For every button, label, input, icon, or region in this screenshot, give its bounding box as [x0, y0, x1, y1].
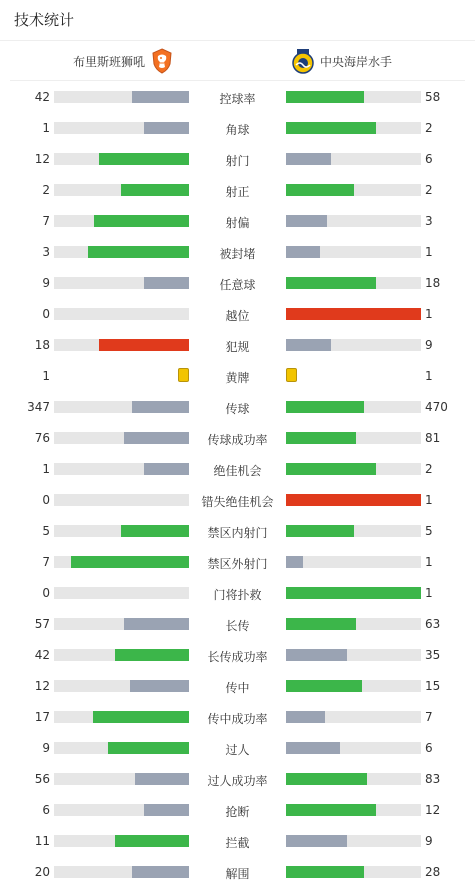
stat-label: 错失绝佳机会 [201, 495, 274, 509]
stat-label: 传中 [225, 681, 250, 695]
home-bar-fill [121, 525, 189, 537]
home-bar-track [54, 804, 189, 816]
away-bar-track [286, 711, 421, 723]
stat-label: 解围 [225, 867, 250, 881]
stat-label: 过人成功率 [207, 774, 268, 788]
stat-row [0, 763, 475, 794]
stat-label: 控球率 [219, 92, 256, 106]
away-team-name: 中央海岸水手 [320, 54, 393, 69]
home-value: 0 [42, 586, 50, 600]
home-bar-track [54, 91, 189, 103]
stat-label: 过人 [225, 743, 250, 757]
home-bar-fill [93, 711, 189, 723]
home-bar-fill [144, 277, 189, 289]
away-value: 470 [425, 400, 448, 414]
stat-row [0, 732, 475, 763]
home-bar-track [54, 711, 189, 723]
home-value: 347 [27, 400, 50, 414]
yellow-card-icon [286, 368, 297, 382]
home-value: 5 [42, 524, 50, 538]
stat-row [0, 205, 475, 236]
stat-label: 禁区内射门 [207, 526, 268, 540]
away-value: 1 [425, 307, 433, 321]
home-bar-track [54, 184, 189, 196]
home-value: 0 [42, 493, 50, 507]
away-bar-fill [286, 711, 325, 723]
away-bar-track [286, 866, 421, 878]
home-value: 7 [42, 555, 50, 569]
away-value: 12 [425, 803, 441, 817]
home-bar-track [54, 494, 189, 506]
home-value: 42 [34, 648, 50, 662]
home-bar-track [54, 525, 189, 537]
away-bar-fill [286, 91, 364, 103]
away-value: 9 [425, 834, 433, 848]
home-value: 9 [42, 741, 50, 755]
away-bar-fill [286, 773, 367, 785]
stat-label: 射偏 [225, 216, 250, 230]
away-bar-track [286, 680, 421, 692]
stat-row [0, 143, 475, 174]
home-bar-fill [144, 804, 189, 816]
away-bar-track [286, 556, 421, 568]
stat-label: 被封堵 [219, 247, 256, 261]
away-bar-fill [286, 866, 364, 878]
away-value: 6 [425, 741, 433, 755]
stat-label: 越位 [225, 309, 250, 323]
home-bar-track [54, 122, 189, 134]
home-bar-fill [121, 184, 189, 196]
away-value: 3 [425, 214, 433, 228]
stat-row [0, 267, 475, 298]
home-value: 3 [42, 245, 50, 259]
home-bar-track [54, 339, 189, 351]
away-bar-track [286, 215, 421, 227]
home-bar-track [54, 773, 189, 785]
away-value: 1 [425, 586, 433, 600]
away-bar-track [286, 246, 421, 258]
away-bar-track [286, 494, 421, 506]
stat-label: 绝佳机会 [213, 464, 262, 478]
home-bar-track [54, 463, 189, 475]
away-bar-track [286, 463, 421, 475]
stat-label: 长传成功率 [207, 650, 268, 664]
home-bar-fill [99, 339, 189, 351]
stat-label: 角球 [225, 123, 250, 137]
stat-label: 传球成功率 [207, 433, 268, 447]
away-bar-fill [286, 556, 303, 568]
stat-row [0, 453, 475, 484]
home-team-name: 布里斯班狮吼 [72, 54, 145, 69]
away-bar-fill [286, 339, 331, 351]
away-bar-fill [286, 618, 356, 630]
home-bar-track [54, 401, 189, 413]
home-value: 1 [42, 369, 50, 383]
home-bar-track [54, 153, 189, 165]
home-bar-fill [115, 649, 189, 661]
home-value: 42 [34, 90, 50, 104]
away-bar-fill [286, 494, 421, 506]
away-bar-fill [286, 742, 340, 754]
home-value: 76 [34, 431, 50, 445]
away-bar-track [286, 742, 421, 754]
home-bar-fill [99, 153, 189, 165]
away-value: 1 [425, 369, 433, 383]
stat-row [0, 608, 475, 639]
away-bar-track [286, 525, 421, 537]
home-value: 12 [34, 152, 50, 166]
home-bar-track [54, 866, 189, 878]
home-value: 12 [34, 679, 50, 693]
home-bar-fill [124, 618, 189, 630]
home-bar-track [54, 215, 189, 227]
home-value: 7 [42, 214, 50, 228]
stat-row [0, 422, 475, 453]
home-value: 2 [42, 183, 50, 197]
away-bar-track [286, 153, 421, 165]
stat-label: 传中成功率 [207, 712, 268, 726]
stat-row [0, 112, 475, 143]
away-bar-track [286, 773, 421, 785]
stat-row [0, 391, 475, 422]
home-value: 11 [34, 834, 50, 848]
away-value: 83 [425, 772, 441, 786]
home-value: 56 [34, 772, 50, 786]
away-value: 7 [425, 710, 433, 724]
home-bar-track [54, 835, 189, 847]
stat-label: 任意球 [219, 278, 256, 292]
away-bar-track [286, 91, 421, 103]
stat-label: 射门 [225, 154, 250, 168]
away-bar-fill [286, 432, 356, 444]
away-value: 1 [425, 493, 433, 507]
stat-row [0, 298, 475, 329]
stat-row [0, 639, 475, 670]
stat-row [0, 81, 475, 112]
stat-label: 长传 [225, 619, 250, 633]
home-bar-track [54, 246, 189, 258]
away-bar-track [286, 432, 421, 444]
stat-row [0, 174, 475, 205]
page-title: 技术统计 [14, 11, 75, 29]
away-bar-track [286, 339, 421, 351]
away-value: 2 [425, 183, 433, 197]
away-bar-track [286, 587, 421, 599]
home-bar-track [54, 618, 189, 630]
away-value: 18 [425, 276, 441, 290]
home-bar-track [54, 556, 189, 568]
home-bar-fill [94, 215, 189, 227]
stat-row [0, 701, 475, 732]
away-bar-fill [286, 463, 376, 475]
away-team[interactable] [292, 41, 392, 81]
home-team[interactable] [73, 41, 173, 81]
stat-label: 射正 [225, 185, 250, 199]
stat-row [0, 236, 475, 267]
away-bar-track [286, 804, 421, 816]
home-bar-track [54, 587, 189, 599]
away-value: 81 [425, 431, 441, 445]
home-value: 18 [34, 338, 50, 352]
home-bar-fill [130, 680, 189, 692]
away-value: 28 [425, 865, 441, 879]
home-bar-fill [144, 122, 189, 134]
away-bar-fill [286, 246, 320, 258]
away-value: 35 [425, 648, 441, 662]
home-bar-fill [71, 556, 189, 568]
stats-list [0, 81, 475, 887]
away-bar-track [286, 618, 421, 630]
away-value: 1 [425, 245, 433, 259]
home-value: 20 [34, 865, 50, 879]
away-bar-fill [286, 587, 421, 599]
stat-row [0, 856, 475, 887]
stat-label: 黄牌 [225, 371, 250, 385]
away-value: 2 [425, 121, 433, 135]
home-bar-track [54, 432, 189, 444]
stat-label: 抢断 [225, 805, 250, 819]
away-bar-fill [286, 401, 364, 413]
stat-row [0, 794, 475, 825]
away-bar-fill [286, 122, 376, 134]
away-value: 15 [425, 679, 441, 693]
home-bar-fill [132, 401, 189, 413]
away-bar-fill [286, 525, 354, 537]
away-bar-track [286, 649, 421, 661]
home-bar-fill [135, 773, 189, 785]
home-value: 17 [34, 710, 50, 724]
home-bar-track [54, 308, 189, 320]
away-value: 5 [425, 524, 433, 538]
home-value: 57 [34, 617, 50, 631]
home-value: 1 [42, 121, 50, 135]
brisbane-roar-lion-crest-icon [151, 48, 173, 74]
away-bar-fill [286, 215, 327, 227]
away-bar-track [286, 122, 421, 134]
away-value: 9 [425, 338, 433, 352]
home-bar-track [54, 277, 189, 289]
home-bar-fill [124, 432, 189, 444]
home-bar-fill [132, 91, 189, 103]
stat-row [0, 546, 475, 577]
away-value: 2 [425, 462, 433, 476]
home-bar-fill [108, 742, 189, 754]
home-bar-fill [88, 246, 189, 258]
home-bar-fill [132, 866, 189, 878]
away-bar-fill [286, 308, 421, 320]
home-bar-fill [115, 835, 189, 847]
away-bar-track [286, 308, 421, 320]
away-bar-fill [286, 835, 347, 847]
away-bar-fill [286, 804, 376, 816]
away-bar-fill [286, 649, 347, 661]
stat-label: 禁区外射门 [207, 557, 268, 571]
home-bar-track [54, 680, 189, 692]
home-value: 6 [42, 803, 50, 817]
stat-row [0, 484, 475, 515]
stat-row [0, 515, 475, 546]
stat-row [0, 360, 475, 391]
away-bar-track [286, 277, 421, 289]
home-value: 9 [42, 276, 50, 290]
away-bar-track [286, 184, 421, 196]
away-bar-fill [286, 153, 331, 165]
home-bar-track [54, 742, 189, 754]
teams-header [10, 41, 465, 81]
away-value: 6 [425, 152, 433, 166]
away-value: 1 [425, 555, 433, 569]
stat-row [0, 670, 475, 701]
stat-label: 门将扑救 [213, 588, 262, 602]
stat-row [0, 825, 475, 856]
yellow-card-icon [178, 368, 189, 382]
away-bar-track [286, 835, 421, 847]
home-value: 1 [42, 462, 50, 476]
stat-row [0, 577, 475, 608]
stat-row [0, 329, 475, 360]
stat-label: 犯规 [225, 340, 250, 354]
home-bar-track [54, 649, 189, 661]
stat-label: 传球 [225, 402, 250, 416]
away-bar-track [286, 401, 421, 413]
home-bar-fill [144, 463, 189, 475]
away-bar-fill [286, 680, 362, 692]
away-value: 58 [425, 90, 441, 104]
away-bar-fill [286, 277, 376, 289]
central-coast-mariners-crest-icon [292, 48, 314, 74]
away-bar-fill [286, 184, 354, 196]
stat-label: 拦截 [225, 836, 250, 850]
away-value: 63 [425, 617, 441, 631]
home-value: 0 [42, 307, 50, 321]
